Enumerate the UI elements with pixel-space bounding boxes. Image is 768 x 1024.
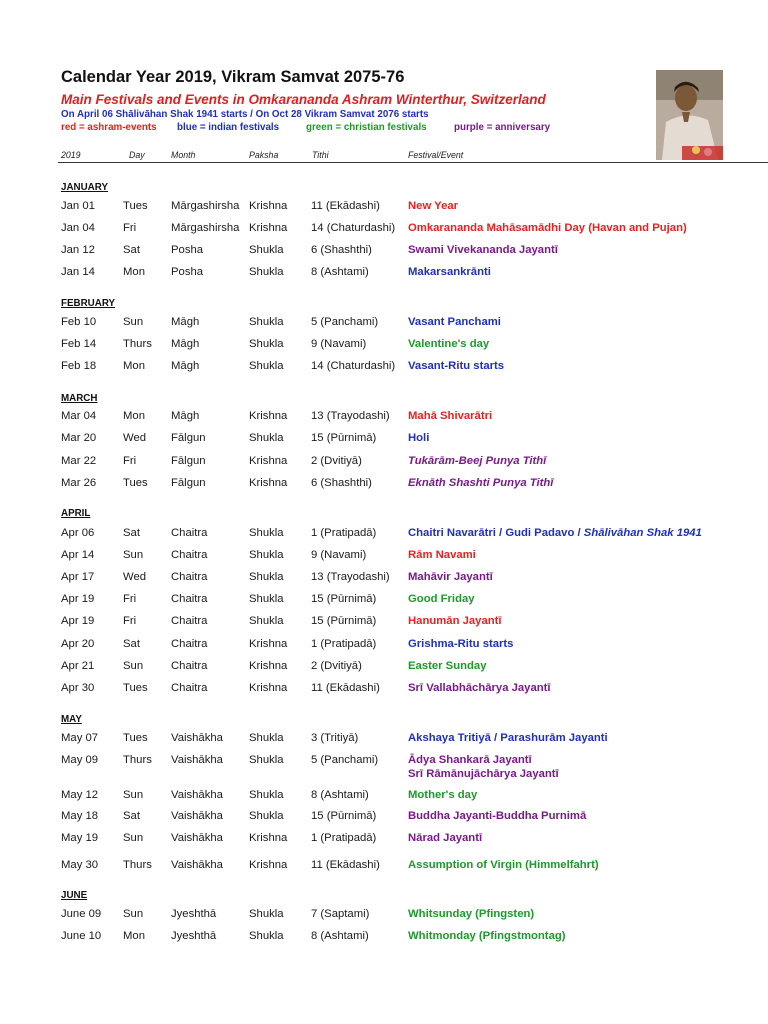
row-day: Sun [123,908,144,920]
row-day: Mon [123,266,145,278]
row-month: Chaitra [171,571,208,583]
row-event-label: Mother's day [408,789,478,801]
row-event [408,222,687,234]
row-day: Sun [123,789,144,801]
row-date: Feb 10 [61,316,97,328]
row-date: Feb 18 [61,360,97,372]
row-event [408,527,702,539]
row-event [408,316,501,328]
row-date: Mar 22 [61,455,97,467]
row-event-label: Valentine's day [408,338,490,350]
row-date: Jan 14 [61,266,95,278]
shak-samvat-note: On April 06 Shālivāhan Shak 1941 starts / On Oct 28 Vikram Samvat 2076 starts [61,109,429,120]
row-tithi: 13 (Trayodashi) [311,571,390,583]
legend-blue: blue = indian festivals [177,122,280,133]
row-date: Jan 12 [61,244,95,256]
row-event-label: Grishma-Ritu starts [408,638,514,650]
legend-green: green = christian festivals [306,122,427,133]
row-month: Māgh [171,316,200,328]
row-event-label: Swami Vivekananda Jayantī [408,244,558,256]
row-event-tail: Shālivāhan Shak 1941 [583,527,702,539]
row-day: Sun [123,660,144,672]
row-tithi: 15 (Pūrnimā) [311,810,377,822]
row-day: Sat [123,244,140,256]
row-day: Sat [123,527,140,539]
row-date: Apr 20 [61,638,95,650]
page-subtitle: Main Festivals and Events in Omkarananda Ashram Winterthur, Switzerland [61,92,546,107]
row-date: Apr 30 [61,682,95,694]
month-heading-june: JUNE [61,890,88,901]
row-event [408,754,532,766]
row-day: Thurs [123,859,152,871]
row-event [408,732,608,744]
row-tithi: 11 (Ekādashi) [311,859,380,871]
row-month: Posha [171,244,204,256]
row-tithi: 8 (Ashtami) [311,266,369,278]
row-day: Fri [123,615,137,627]
row-event-label: Assumption of Virgin (Himmelfahrt) [408,859,599,871]
row-month: Jyeshthā [171,908,217,920]
row-month: Posha [171,266,204,278]
row-month: Chaitra [171,615,208,627]
row-tithi: 13 (Trayodashi) [311,410,390,422]
row-tithi: 11 (Ekādashi) [311,682,380,694]
row-day: Tues [123,200,148,212]
row-month: Chaitra [171,638,208,650]
month-heading-february: FEBRUARY [61,298,116,309]
row-event [408,832,482,844]
row-event [408,338,489,350]
row-event-label: Whitsunday (Pfingsten) [408,908,535,920]
row-day: Wed [123,432,147,444]
row-month: Vaishākha [171,789,223,801]
row-tithi: 6 (Shashthi) [311,244,372,256]
row-tithi: 9 (Navami) [311,338,367,350]
row-day: Tues [123,732,148,744]
row-event-label: Holi [408,432,430,444]
row-paksha: Shukla [249,266,284,278]
row-day: Wed [123,571,147,583]
row-date: Feb 14 [61,338,97,350]
row-tithi: 8 (Ashtami) [311,789,369,801]
month-heading-march: MARCH [61,393,98,404]
row-month: Fālgun [171,455,206,467]
row-month: Vaishākha [171,754,223,766]
row-event [408,810,586,822]
row-month: Māgh [171,338,200,350]
row-event [408,638,513,650]
row-tithi: 5 (Panchami) [311,316,379,328]
row-event [408,244,558,256]
row-month: Fālgun [171,432,206,444]
row-month: Vaishākha [171,810,223,822]
row-month: Chaitra [171,549,208,561]
row-event [408,908,534,920]
row-date: Apr 19 [61,615,95,627]
row-paksha: Krishna [249,477,288,489]
row-day: Sat [123,810,140,822]
row-event [408,930,566,942]
row-day: Sun [123,316,144,328]
row-event [408,682,551,694]
row-date: Apr 19 [61,593,95,605]
row-day: Thurs [123,754,152,766]
row-paksha: Shukla [249,244,284,256]
row-tithi: 11 (Ekādashi) [311,200,380,212]
row-event [408,200,458,212]
column-header-month: Month [171,150,196,160]
row-tithi: 14 (Chaturdashi) [311,360,396,372]
row-date: Jan 04 [61,222,95,234]
row-day: Mon [123,360,145,372]
row-day: Tues [123,477,148,489]
row-month: Vaishākha [171,859,223,871]
row-event-label: Ādya Shankarā Jayantī [408,754,532,766]
row-event-label: New Year [408,200,459,212]
row-month: Mārgashirsha [171,200,240,212]
row-paksha: Krishna [249,200,288,212]
header-divider [58,162,768,163]
row-paksha: Krishna [249,638,288,650]
row-day: Thurs [123,338,152,350]
row-event-label: Easter Sunday [408,660,487,672]
row-event-label: Omkarananda Mahāsamādhi Day (Havan and Pujan) [408,222,687,234]
row-date: May 18 [61,810,99,822]
row-event [408,549,476,561]
row-date: May 30 [61,859,99,871]
row-event-label: Srī Vallabhāchārya Jayantī [408,682,551,694]
row-day: Sun [123,832,144,844]
row-paksha: Shukla [249,316,284,328]
row-paksha: Shukla [249,571,284,583]
row-paksha: Shukla [249,930,284,942]
row-event-label: Mahāvir Jayantī [408,571,493,583]
row-event-label: Chaitri Navarātri / Gudi Padavo / [408,527,584,539]
row-paksha: Shukla [249,789,284,801]
row-event-label: Vasant-Ritu starts [408,360,505,372]
row-tithi: 8 (Ashtami) [311,930,369,942]
row-event [408,410,492,422]
month-heading-may: MAY [61,714,82,725]
row-month: Jyeshthā [171,930,217,942]
row-event-label: Eknāth Shashti Punya Tithī [408,477,554,489]
row-day: Fri [123,222,137,234]
row-tithi: 14 (Chaturdashi) [311,222,396,234]
row-tithi: 1 (Pratipadā) [311,638,377,650]
legend-red: red = ashram-events [61,122,157,133]
row-date: Mar 20 [61,432,97,444]
month-heading-april: APRIL [61,508,91,519]
column-header-paksha: Paksha [249,150,279,160]
row-month: Māgh [171,360,200,372]
column-header-year: 2019 [61,150,81,160]
row-tithi: 7 (Saptami) [311,908,370,920]
row-tithi: 5 (Panchami) [311,754,379,766]
row-event [408,477,553,489]
row-tithi: 15 (Pūrnimā) [311,615,377,627]
row-month: Mārgashirsha [171,222,240,234]
row-event [408,615,502,627]
row-tithi: 3 (Tritiyā) [311,732,359,744]
row-month: Chaitra [171,682,208,694]
row-date: Apr 06 [61,527,95,539]
row-date: Apr 21 [61,660,95,672]
row-tithi: 2 (Dvitiyā) [311,455,362,467]
row-event [408,360,504,372]
row-event-label: Rām Navami [408,549,476,561]
row-event [408,266,491,278]
row-paksha: Krishna [249,222,288,234]
row-tithi: 9 (Navami) [311,549,367,561]
row-month: Chaitra [171,593,208,605]
row-paksha: Shukla [249,432,284,444]
row-event-label: Akshaya Tritiyā / Parashurām Jayanti [408,732,608,744]
row-event-label: Hanumān Jayantī [408,615,502,627]
row-paksha: Krishna [249,859,288,871]
row-date: June 09 [61,908,102,920]
row-date: Mar 26 [61,477,97,489]
row-paksha: Krishna [249,682,288,694]
row-month: Vaishākha [171,732,223,744]
row-paksha: Shukla [249,615,284,627]
column-header-event: Festival/Event [408,150,464,160]
row-paksha: Shukla [249,338,284,350]
row-event-label: Good Friday [408,593,475,605]
row-event [408,859,599,871]
column-header-tithi: Tithi [312,150,329,160]
row-month: Māgh [171,410,200,422]
row-event [408,432,429,444]
row-tithi: 2 (Dvitiyā) [311,660,362,672]
row-day: Tues [123,682,148,694]
row-event-label: Makarsankrānti [408,266,491,278]
row-month: Vaishākha [171,832,223,844]
row-tithi: 15 (Pūrnimā) [311,432,377,444]
row-paksha: Shukla [249,732,284,744]
page-title: Calendar Year 2019, Vikram Samvat 2075-76 [61,68,405,86]
row-paksha: Krishna [249,410,288,422]
row-event-label: Buddha Jayanti-Buddha Purnimā [408,810,587,822]
row-paksha: Krishna [249,832,288,844]
row-day: Mon [123,410,145,422]
row-day: Sat [123,638,140,650]
row-paksha: Shukla [249,549,284,561]
row-paksha: Shukla [249,810,284,822]
row-date: May 07 [61,732,99,744]
column-header-day: Day [129,150,145,160]
portrait-image [656,70,723,160]
row-date: Apr 17 [61,571,95,583]
row-event-label: Vasant Panchami [408,316,501,328]
row-month: Chaitra [171,527,208,539]
row-event [408,789,477,801]
row-tithi: 6 (Shashthi) [311,477,372,489]
row-date: May 09 [61,754,99,766]
row-event-label: Mahā Shivarātri [408,410,493,422]
row-event [408,571,493,583]
row-paksha: Krishna [249,455,288,467]
row-date: Mar 04 [61,410,97,422]
portrait-photo [656,70,723,160]
row-event-label: Whitmonday (Pfingstmontag) [408,930,566,942]
row-date: May 12 [61,789,99,801]
row-date: Jan 01 [61,200,95,212]
row-paksha: Shukla [249,527,284,539]
row-tithi: 15 (Pūrnimā) [311,593,377,605]
row-day: Sun [123,549,144,561]
row-day: Fri [123,593,137,605]
row-paksha: Shukla [249,754,284,766]
row-paksha: Krishna [249,660,288,672]
row-paksha: Shukla [249,360,284,372]
row-event [408,593,475,605]
row-tithi: 1 (Pratipadā) [311,832,377,844]
row-event [408,660,486,672]
row-event-label: Nārad Jayantī [408,832,483,844]
row-date: June 10 [61,930,102,942]
row-paksha: Shukla [249,908,284,920]
row-day: Mon [123,930,145,942]
legend-purple: purple = anniversary [454,122,551,133]
month-heading-january: JANUARY [61,182,108,193]
row-event-second-line: Srī Rāmānujāchārya Jayantī [408,768,559,780]
row-event [408,455,546,467]
row-event-label: Tukārām-Beej Punya Tithī [408,455,547,467]
row-month: Fālgun [171,477,206,489]
row-day: Fri [123,455,137,467]
row-date: May 19 [61,832,99,844]
row-month: Chaitra [171,660,208,672]
row-paksha: Shukla [249,593,284,605]
row-date: Apr 14 [61,549,95,561]
row-tithi: 1 (Pratipadā) [311,527,377,539]
